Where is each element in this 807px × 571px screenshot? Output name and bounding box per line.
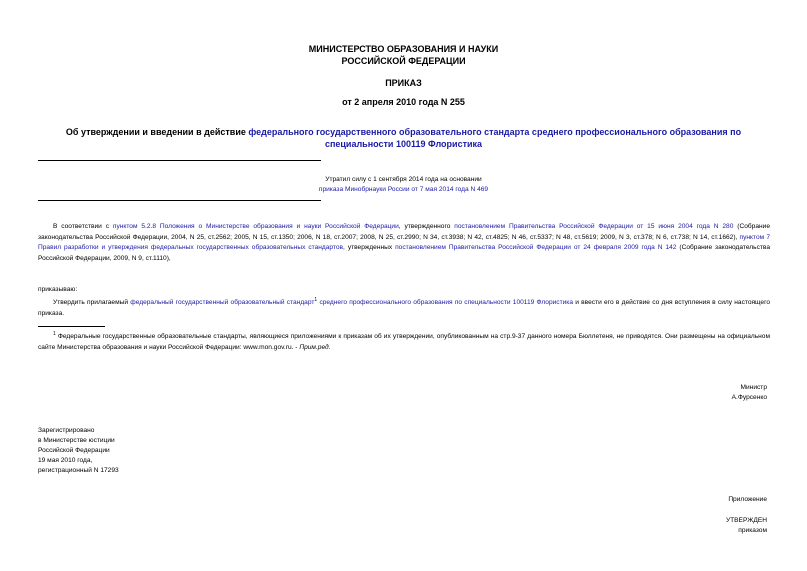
preamble-text-a: В соответствии с [53, 223, 113, 230]
document-date: от 2 апреля 2010 года N 255 [342, 97, 465, 107]
specialty-link[interactable]: среднего профессионального образования по специальности 100119 Флористика [319, 299, 573, 307]
document-type: ПРИКАЗ [385, 78, 422, 88]
registration-line4: 19 мая 2010 года, [38, 457, 93, 464]
regulation-clause-link[interactable]: пунктом 5.2.8 Положения о Министерстве образования и науки Российской Федерации [112, 223, 399, 230]
by-order-word: приказом [738, 527, 767, 534]
document-title [60, 126, 747, 150]
preamble-text-b: , утвержденного [398, 223, 455, 230]
ministry-name-line1: МИНИСТЕРСТВО ОБРАЗОВАНИЯ И НАУКИ [308, 44, 499, 54]
footnote-divider [38, 326, 105, 327]
divider-top [38, 160, 321, 161]
footnote-mark: 1 [314, 297, 318, 303]
government-decree-142-link[interactable]: постановлением Правительства Российской Федерации от 24 февраля 2009 года N 142 [395, 244, 677, 252]
standard-link[interactable]: федеральный государственный образовательный стандарт [130, 299, 315, 307]
title-prefix: Об утверждении и введении в действие [65, 127, 249, 137]
status-line1: Утратил силу с 1 сентября 2014 года на основании [325, 176, 482, 183]
preamble-paragraph [38, 222, 770, 264]
preamble-text-d: , утвержденных [343, 244, 396, 252]
footnote [38, 329, 770, 353]
signature-block [732, 383, 767, 403]
registration-block [38, 426, 119, 476]
footnote-number: 1 [53, 331, 56, 337]
footnote-editor-note: Прим.ред. [299, 343, 331, 351]
registration-line1: Зарегистрировано [38, 427, 95, 434]
signer-name: А.Фурсенко [731, 394, 767, 401]
signer-position: Министр [740, 384, 767, 391]
order-text-b: и ввести его в действие со дня вступления в силу настоящего приказа. [38, 299, 770, 317]
ministry-name-line2: РОССИЙСКОЙ ФЕДЕРАЦИИ [341, 56, 466, 66]
footnote-text: Федеральные государственные образовательные стандарты, являющиеся приложениями к приказам об их утверждении, опубликованным на стр.9-37 данного номера Бюллетеня, не приводятся. Они размещены на официальном сайте Министерства образования и науки Российской Федерации: www.mon.gov.ru. - [38, 333, 770, 351]
registration-line5: регистрационный N 17293 [38, 467, 119, 474]
preamble-text-e: (Собрание законодательства Российской Федерации, 2009, N 9, ст.1110), [38, 244, 770, 262]
government-decree-280-link[interactable]: постановлением Правительства Российской Федерации от 15 июня 2004 года N 280 [454, 223, 734, 230]
order-paragraph [38, 295, 770, 319]
appendix-label: Приложение [728, 496, 767, 503]
order-text-a: Утвердить прилагаемый [53, 299, 131, 307]
title-standard-link[interactable]: федерального государственного образовательного стандарта среднего профессионального образования по специальности 100119 Флористика [248, 127, 742, 149]
divider-status [38, 200, 321, 201]
preamble-text-c: (Собрание законодательства Российской Федерации, 2004, N 25, ст.2562; 2005, N 15, ст.1350; 2006, N 18, ст.2007; 2008, N 25, ст.2990; N 34, ст.3938; N 42, ст.4825; N 46, ст.5337; N 48, ст.5619; 2009, N 3, ст.378; N 6, ст.738; N 14, ст.1662), [38, 223, 770, 241]
orders-word: приказываю: [38, 286, 78, 293]
registration-line3: Российской Федерации [38, 447, 110, 454]
appendix-approved [726, 516, 767, 536]
status-repeal-link[interactable]: приказа Минобрнауки России от 7 мая 2014 года N 469 [318, 186, 489, 193]
rules-clause-7-link[interactable]: пунктом 7 Правил разработки и утверждения федеральных государственных образовательных стандартов [38, 233, 770, 252]
approved-word: УТВЕРЖДЕН [725, 517, 767, 524]
registration-line2: в Министерстве юстиции [38, 437, 115, 444]
